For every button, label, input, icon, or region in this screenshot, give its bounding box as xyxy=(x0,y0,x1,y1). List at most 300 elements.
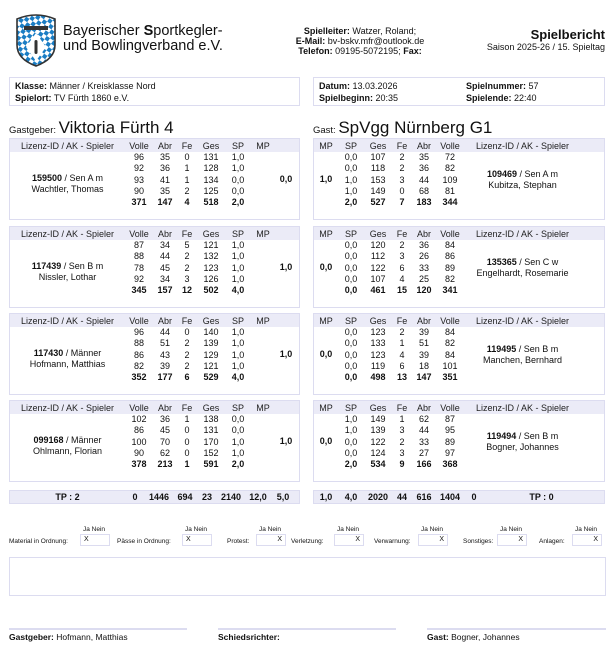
column-header: SP xyxy=(344,140,357,151)
score-cell: 86 xyxy=(133,349,144,360)
score-cell: 36 xyxy=(418,163,429,174)
score-cell: 13 xyxy=(396,372,407,383)
score-cell: 128 xyxy=(203,163,219,174)
score-cell: 149 xyxy=(370,414,386,424)
score-cell: 213 xyxy=(157,459,173,470)
home-table-header xyxy=(10,314,299,327)
check-field[interactable]: X xyxy=(497,534,527,546)
player-info xyxy=(10,348,125,370)
column-header: MP xyxy=(256,402,270,413)
score-cell: 0 xyxy=(184,152,190,162)
license-id: 109469 xyxy=(486,169,517,179)
age-class: / Männer xyxy=(63,435,102,445)
score-cell: 368 xyxy=(442,459,458,470)
score-cell: 351 xyxy=(442,372,458,383)
score-cell: 88 xyxy=(133,251,144,262)
score-cell: 1,0 xyxy=(231,327,245,337)
player-name: Ohlmann, Florian xyxy=(32,446,103,456)
match-point: 0,0 xyxy=(319,349,333,359)
score-cell: 2 xyxy=(399,436,405,447)
check-field[interactable]: X xyxy=(572,534,602,546)
column-header: Volle xyxy=(440,402,460,413)
score-cell: 44 xyxy=(418,174,429,185)
shield-logo-icon xyxy=(14,13,58,67)
player-info xyxy=(10,435,125,457)
score-cell: 132 xyxy=(203,251,219,262)
yes-no-label: Ja Nein xyxy=(421,526,444,533)
score-cell: 0,0 xyxy=(231,174,245,185)
score-cell: 344 xyxy=(442,197,458,208)
season-matchday: Saison 2025-26 / 15. Spieltag xyxy=(486,42,605,52)
score-cell: 352 xyxy=(131,372,147,383)
home-player-block xyxy=(9,138,300,220)
check-label: Anlagen: xyxy=(539,538,565,545)
guest-player-block xyxy=(313,226,605,308)
column-header: Fe xyxy=(396,402,408,413)
score-cell: 177 xyxy=(157,372,173,383)
player-info xyxy=(464,344,581,366)
score-cell: 461 xyxy=(370,285,386,296)
score-cell: 147 xyxy=(416,372,432,383)
score-cell: 2 xyxy=(184,349,190,360)
score-cell: 0,0 xyxy=(231,185,245,196)
score-cell: 134 xyxy=(203,174,219,185)
score-cell: 62 xyxy=(418,414,429,424)
score-cell: 107 xyxy=(370,152,386,162)
score-cell: 518 xyxy=(203,197,219,208)
home-player-block xyxy=(9,400,300,482)
home-signature: Gastgeber: Hofmann, Matthias xyxy=(9,632,128,642)
score-cell: 0,0 xyxy=(344,152,358,162)
score-cell: 97 xyxy=(444,447,455,458)
column-header: Abr xyxy=(416,228,431,239)
score-cell: 527 xyxy=(370,197,386,208)
score-cell: 43 xyxy=(159,349,170,360)
player-sum-row xyxy=(314,372,604,383)
score-cell: 82 xyxy=(444,338,455,349)
score-cell: 502 xyxy=(203,285,219,296)
score-cell: 1,0 xyxy=(231,338,245,349)
score-cell: 62 xyxy=(159,447,170,458)
score-cell: 89 xyxy=(444,436,455,447)
score-cell: 2,0 xyxy=(231,197,245,208)
score-cell: 0 xyxy=(399,185,405,196)
score-cell: 84 xyxy=(444,240,455,250)
age-class: / Sen B m xyxy=(516,431,559,441)
player-info xyxy=(464,431,581,453)
game-row xyxy=(10,152,299,163)
score-cell: 139 xyxy=(370,425,386,436)
column-header: Volle xyxy=(129,228,149,239)
column-header: Lizenz-ID / AK - Spieler xyxy=(475,315,570,326)
player-info xyxy=(10,173,125,195)
column-header: Abr xyxy=(157,315,172,326)
column-header: Lizenz-ID / AK - Spieler xyxy=(20,140,115,151)
age-class: / Sen C w xyxy=(516,257,559,267)
score-cell: 123 xyxy=(203,262,219,273)
score-cell: 92 xyxy=(133,163,144,174)
score-cell: 2 xyxy=(184,262,190,273)
score-cell: 88 xyxy=(133,338,144,349)
check-label: Verletzung: xyxy=(291,538,324,545)
score-cell: 2,0 xyxy=(231,459,245,470)
license-id: 117439 xyxy=(31,261,62,271)
score-cell: 5 xyxy=(184,240,190,250)
column-header: Volle xyxy=(440,315,460,326)
check-label: Sonstiges: xyxy=(463,538,494,545)
score-cell: 34 xyxy=(159,240,170,250)
class-venue-box: Klasse: Männer / Kreisklasse Nord Spielort: TV Fürth 1860 e.V. xyxy=(9,77,300,106)
score-cell: 87 xyxy=(133,240,144,250)
date-time-box: Datum: 13.03.2026 Spielbeginn: 20:35 Spielnummer: 57 Spielende: 22:40 xyxy=(313,77,605,106)
score-cell: 129 xyxy=(203,349,219,360)
score-cell: 147 xyxy=(157,197,173,208)
report-title-block xyxy=(487,28,605,53)
check-label: Verwarnung: xyxy=(374,538,411,545)
score-cell: 26 xyxy=(418,251,429,262)
match-point: 0,0 xyxy=(319,262,333,272)
column-header: Fe xyxy=(396,140,408,151)
score-cell: 498 xyxy=(370,372,386,383)
column-header: Ges xyxy=(369,228,387,239)
score-cell: 0 xyxy=(184,436,190,447)
score-cell: 139 xyxy=(203,338,219,349)
column-header: MP xyxy=(319,228,333,239)
yes-no-label: Ja Nein xyxy=(337,526,360,533)
score-cell: 84 xyxy=(444,349,455,360)
score-cell: 9 xyxy=(399,459,405,470)
column-header: SP xyxy=(231,228,244,239)
game-row xyxy=(314,152,604,163)
score-cell: 82 xyxy=(133,360,144,371)
column-header: Volle xyxy=(129,402,149,413)
score-cell: 529 xyxy=(203,372,219,383)
score-cell: 1 xyxy=(399,414,405,424)
check-field[interactable]: X xyxy=(80,534,110,546)
score-cell: 87 xyxy=(444,414,455,424)
age-class: / Sen A m xyxy=(517,169,559,179)
score-cell: 0,0 xyxy=(344,251,358,262)
score-cell: 123 xyxy=(370,327,386,337)
score-cell: 0,0 xyxy=(344,273,358,284)
check-label: Pässe in Ordnung: xyxy=(117,538,171,545)
column-header: Ges xyxy=(369,402,387,413)
score-cell: 152 xyxy=(203,447,219,458)
column-header: Lizenz-ID / AK - Spieler xyxy=(20,402,115,413)
column-header: Volle xyxy=(129,140,149,151)
player-sum-row xyxy=(314,197,604,208)
yes-no-label: Ja Nein xyxy=(185,526,208,533)
score-cell: 95 xyxy=(444,425,455,436)
column-header: Lizenz-ID / AK - Spieler xyxy=(475,402,570,413)
score-cell: 45 xyxy=(159,425,170,436)
score-cell: 36 xyxy=(159,163,170,174)
score-cell: 0 xyxy=(184,447,190,458)
game-row xyxy=(10,240,299,251)
guest-player-block xyxy=(313,138,605,220)
column-header: SP xyxy=(231,140,244,151)
score-cell: 534 xyxy=(370,459,386,470)
home-signature-line xyxy=(9,628,187,630)
player-name: Engelhardt, Rosemarie xyxy=(476,268,569,278)
match-point: 1,0 xyxy=(319,174,333,184)
score-cell: 93 xyxy=(133,174,144,185)
score-cell: 0,0 xyxy=(344,447,358,458)
column-header: Abr xyxy=(157,140,172,151)
column-header: Abr xyxy=(157,402,172,413)
score-cell: 166 xyxy=(416,459,432,470)
home-team-title: Gastgeber: Viktoria Fürth 4 xyxy=(9,118,174,137)
guest-player-block xyxy=(313,313,605,395)
score-cell: 6 xyxy=(399,360,405,371)
game-row xyxy=(314,327,604,338)
home-table-header xyxy=(10,227,299,240)
score-cell: 81 xyxy=(444,185,455,196)
column-header: Volle xyxy=(440,228,460,239)
score-cell: 133 xyxy=(370,338,386,349)
score-cell: 0,0 xyxy=(344,285,358,296)
score-cell: 124 xyxy=(370,447,386,458)
player-sum-row xyxy=(10,459,299,470)
player-sum-row xyxy=(10,285,299,296)
score-cell: 120 xyxy=(416,285,432,296)
score-cell: 1,0 xyxy=(231,152,245,162)
score-cell: 12 xyxy=(181,285,192,296)
score-cell: 140 xyxy=(203,327,219,337)
score-cell: 84 xyxy=(444,327,455,337)
score-cell: 4 xyxy=(184,197,190,208)
guest-player-block xyxy=(313,400,605,482)
score-cell: 35 xyxy=(418,152,429,162)
score-cell: 3 xyxy=(399,447,405,458)
home-table-header xyxy=(10,401,299,414)
score-cell: 121 xyxy=(203,240,219,250)
game-row xyxy=(10,414,299,425)
score-cell: 2 xyxy=(184,185,190,196)
score-cell: 15 xyxy=(396,285,407,296)
score-cell: 153 xyxy=(370,174,386,185)
score-cell: 1 xyxy=(184,163,190,174)
score-cell: 90 xyxy=(133,185,144,196)
home-player-block xyxy=(9,226,300,308)
score-cell: 1,0 xyxy=(231,251,245,262)
check-label: Protest: xyxy=(227,538,250,545)
email-link[interactable]: bv-bskv.mfr@outlook.de xyxy=(325,36,425,46)
score-cell: 4,0 xyxy=(231,372,245,383)
score-cell: 1,0 xyxy=(231,240,245,250)
column-header: Ges xyxy=(202,315,220,326)
player-sum-row xyxy=(10,197,299,208)
column-header: MP xyxy=(319,402,333,413)
score-cell: 27 xyxy=(418,447,429,458)
score-cell: 131 xyxy=(203,425,219,436)
score-cell: 39 xyxy=(418,349,429,360)
score-cell: 6 xyxy=(399,262,405,273)
check-field[interactable]: X xyxy=(334,534,364,546)
column-header: Fe xyxy=(396,315,408,326)
score-cell: 3 xyxy=(399,251,405,262)
score-cell: 35 xyxy=(159,185,170,196)
score-cell: 121 xyxy=(203,360,219,371)
score-cell: 4 xyxy=(399,349,405,360)
column-header: Abr xyxy=(416,402,431,413)
player-info xyxy=(464,257,581,279)
check-field[interactable]: X xyxy=(182,534,212,546)
player-sum-row xyxy=(314,285,604,296)
score-cell: 2 xyxy=(184,338,190,349)
score-cell: 1,0 xyxy=(231,273,245,284)
score-cell: 0,0 xyxy=(344,163,358,174)
column-header: SP xyxy=(344,402,357,413)
guest-team-title: Gast: SpVgg Nürnberg G1 xyxy=(313,118,493,137)
score-cell: 1 xyxy=(184,459,190,470)
match-point: 0,0 xyxy=(279,174,293,184)
contact-info: Spielleiter: Watzer, Roland; E-Mail: bv-bskv.mfr@outlook.de Telefon: 09195-5072195; Fax: xyxy=(295,26,425,56)
player-info xyxy=(10,261,125,283)
score-cell: 2 xyxy=(399,152,405,162)
license-id: 099168 xyxy=(33,435,64,445)
score-cell: 4 xyxy=(399,273,405,284)
player-name: Nissler, Lothar xyxy=(38,272,97,282)
score-cell: 68 xyxy=(418,185,429,196)
column-header: Fe xyxy=(181,228,193,239)
score-cell: 0,0 xyxy=(344,240,358,250)
score-cell: 1,0 xyxy=(231,163,245,174)
score-cell: 0,0 xyxy=(344,372,358,383)
column-header: SP xyxy=(344,315,357,326)
column-header: SP xyxy=(344,228,357,239)
score-cell: 126 xyxy=(203,273,219,284)
column-header: Fe xyxy=(181,402,193,413)
score-cell: 70 xyxy=(159,436,170,447)
score-cell: 1 xyxy=(184,414,190,424)
match-point: 1,0 xyxy=(279,436,293,446)
score-cell: 0,0 xyxy=(344,360,358,371)
check-field[interactable]: X xyxy=(256,534,286,546)
score-cell: 44 xyxy=(418,425,429,436)
score-cell: 90 xyxy=(133,447,144,458)
column-header: SP xyxy=(231,402,244,413)
column-header: Abr xyxy=(416,140,431,151)
score-cell: 0,0 xyxy=(344,327,358,337)
score-cell: 2 xyxy=(399,163,405,174)
score-cell: 183 xyxy=(416,197,432,208)
guest-table-header xyxy=(314,314,604,327)
column-header: MP xyxy=(256,140,270,151)
check-field[interactable]: X xyxy=(418,534,448,546)
age-class: / Sen B m xyxy=(61,261,104,271)
home-player-block xyxy=(9,313,300,395)
score-cell: 345 xyxy=(131,285,147,296)
score-cell: 86 xyxy=(444,251,455,262)
player-info xyxy=(464,169,581,191)
score-cell: 41 xyxy=(159,174,170,185)
column-header: SP xyxy=(231,315,244,326)
referee-signature: Schiedsrichter: xyxy=(218,632,280,642)
score-cell: 82 xyxy=(444,273,455,284)
score-cell: 82 xyxy=(444,163,455,174)
yes-no-label: Ja Nein xyxy=(500,526,523,533)
score-cell: 0 xyxy=(184,425,190,436)
score-cell: 120 xyxy=(370,240,386,250)
column-header: Ges xyxy=(369,315,387,326)
score-cell: 119 xyxy=(370,360,386,371)
score-cell: 591 xyxy=(203,459,219,470)
match-point: 1,0 xyxy=(279,349,293,359)
home-total-row: TP : 2 0 1446 694 23 2140 12,0 5,0 xyxy=(9,490,300,504)
guest-signature-line xyxy=(427,628,606,630)
score-cell: 170 xyxy=(203,436,219,447)
score-cell: 0,0 xyxy=(231,414,245,424)
column-header: Volle xyxy=(129,315,149,326)
score-cell: 1,0 xyxy=(344,425,358,436)
score-cell: 100 xyxy=(131,436,147,447)
column-header: Fe xyxy=(396,228,408,239)
score-cell: 1,0 xyxy=(231,349,245,360)
player-name: Manchen, Bernhard xyxy=(482,355,563,365)
score-cell: 2,0 xyxy=(344,197,358,208)
guest-table-header xyxy=(314,227,604,240)
score-cell: 1,0 xyxy=(231,360,245,371)
game-row xyxy=(314,240,604,251)
score-cell: 0,0 xyxy=(231,425,245,436)
check-label: Material in Ordnung: xyxy=(9,538,68,545)
score-cell: 123 xyxy=(370,349,386,360)
column-header: Lizenz-ID / AK - Spieler xyxy=(20,315,115,326)
score-cell: 107 xyxy=(370,273,386,284)
license-id: 159500 xyxy=(31,173,62,183)
score-cell: 2,0 xyxy=(344,459,358,470)
score-cell: 72 xyxy=(444,152,455,162)
license-id: 119494 xyxy=(486,431,517,441)
score-cell: 0,0 xyxy=(344,436,358,447)
score-cell: 1 xyxy=(184,174,190,185)
score-cell: 45 xyxy=(159,262,170,273)
score-cell: 36 xyxy=(418,240,429,250)
guest-signature: Gast: Bogner, Johannes xyxy=(427,632,520,642)
score-cell: 39 xyxy=(418,327,429,337)
score-cell: 4,0 xyxy=(231,285,245,296)
player-sum-row xyxy=(10,372,299,383)
score-cell: 0,0 xyxy=(344,262,358,273)
column-header: Abr xyxy=(157,228,172,239)
guest-table-header xyxy=(314,401,604,414)
score-cell: 157 xyxy=(157,285,173,296)
score-cell: 6 xyxy=(184,372,190,383)
score-cell: 2 xyxy=(184,360,190,371)
column-header: Lizenz-ID / AK - Spieler xyxy=(475,140,570,151)
score-cell: 51 xyxy=(418,338,429,349)
score-cell: 0,0 xyxy=(344,338,358,349)
score-cell: 1,0 xyxy=(344,185,358,196)
score-cell: 36 xyxy=(159,414,170,424)
guest-table-header xyxy=(314,139,604,152)
score-cell: 44 xyxy=(159,251,170,262)
score-cell: 131 xyxy=(203,152,219,162)
column-header: Fe xyxy=(181,140,193,151)
license-id: 117430 xyxy=(33,348,64,358)
score-cell: 33 xyxy=(418,436,429,447)
score-cell: 89 xyxy=(444,262,455,273)
column-header: Lizenz-ID / AK - Spieler xyxy=(20,228,115,239)
column-header: MP xyxy=(319,140,333,151)
notes-box[interactable] xyxy=(9,557,606,596)
score-cell: 125 xyxy=(203,185,219,196)
game-row xyxy=(10,327,299,338)
column-header: Ges xyxy=(202,228,220,239)
license-id: 135365 xyxy=(486,257,517,267)
score-cell: 78 xyxy=(133,262,144,273)
